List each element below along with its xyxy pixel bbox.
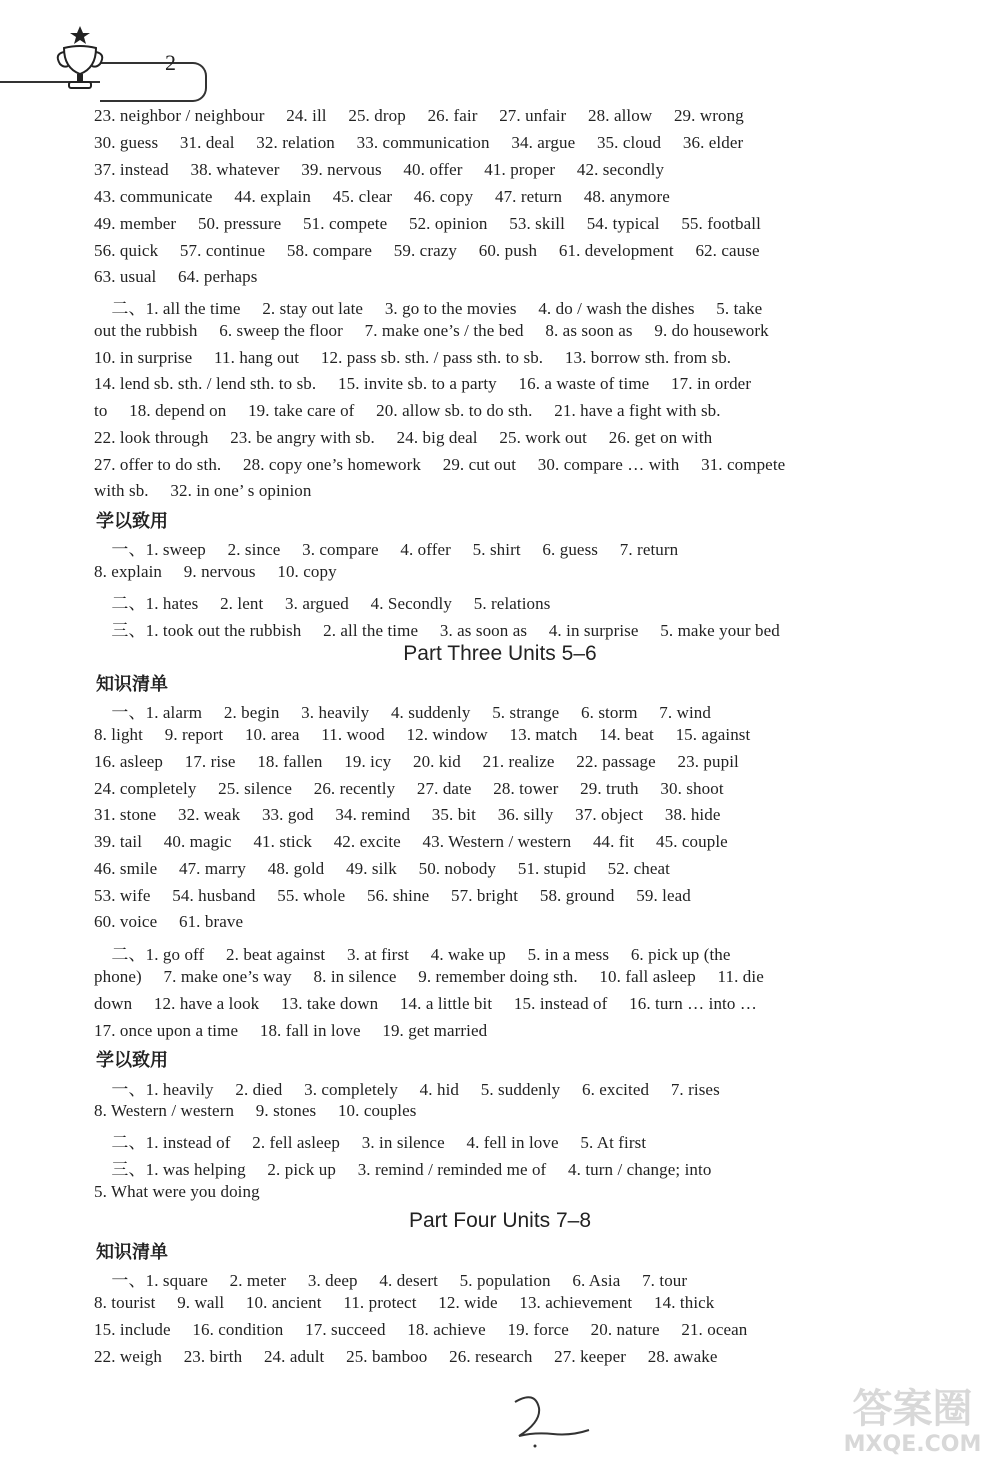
text-line: 10. in surprise 11. hang out 12. pass sb. sth. / pass sth. to sb. 13. borrow sth. from sb.: [94, 348, 732, 367]
text-line: 三、1. was helping 2. pick up 3. remind / reminded me of 4. turn / change; into: [94, 1160, 712, 1179]
section-label-knowledge: 知识清单: [96, 674, 168, 695]
text-line: 27. offer to do sth. 28. copy one’s homework 29. cut out 30. compare … with 31. compete: [94, 455, 786, 474]
handwritten-mark: [505, 1390, 595, 1450]
text-line: 16. asleep 17. rise 18. fallen 19. icy 20. kid 21. realize 22. passage 23. pupil: [94, 752, 739, 771]
page-header: [0, 18, 220, 88]
text-line: 二、1. go off 2. beat against 3. at first 4. wake up 5. in a mess 6. pick up (the: [94, 945, 731, 964]
text-line: 二、1. all the time 2. stay out late 3. go to the movies 4. do / wash the dishes 5. take: [94, 299, 763, 318]
text-line: 二、1. hates 2. lent 3. argued 4. Secondly 5. relations: [94, 594, 551, 613]
text-line: 63. usual 64. perhaps: [94, 267, 258, 286]
text-line: out the rubbish 6. sweep the floor 7. make one’s / the bed 8. as soon as 9. do housework: [94, 321, 769, 340]
page-number: 2: [165, 50, 176, 75]
text-line: 15. include 16. condition 17. succeed 18. achieve 19. force 20. nature 21. ocean: [94, 1320, 748, 1339]
text-line: 8. explain 9. nervous 10. copy: [94, 562, 337, 581]
text-line: to 18. depend on 19. take care of 20. allow sb. to do sth. 21. have a fight with sb.: [94, 401, 721, 420]
text-line: 23. neighbor / neighbour 24. ill 25. drop 26. fair 27. unfair 28. allow 29. wrong: [94, 106, 744, 125]
watermark: [830, 1385, 995, 1465]
text-line: 22. weigh 23. birth 24. adult 25. bamboo 26. research 27. keeper 28. awake: [94, 1347, 718, 1366]
text-line: 5. What were you doing: [94, 1182, 260, 1201]
text-line: 8. tourist 9. wall 10. ancient 11. protect 12. wide 13. achievement 14. thick: [94, 1293, 715, 1312]
watermark-url: MXQE.COM: [843, 1432, 982, 1457]
text-line: 一、1. square 2. meter 3. deep 4. desert 5. population 6. Asia 7. tour: [94, 1271, 688, 1290]
text-line: 一、1. sweep 2. since 3. compare 4. offer 5. shirt 6. guess 7. return: [94, 540, 679, 559]
text-line: 49. member 50. pressure 51. compete 52. opinion 53. skill 54. typical 55. football: [94, 214, 761, 233]
text-line: 56. quick 57. continue 58. compare 59. crazy 60. push 61. development 62. cause: [94, 241, 760, 260]
text-line: with sb. 32. in one’ s opinion: [94, 481, 312, 500]
page-number-tab: [100, 62, 207, 102]
part-title: Part Three Units 5–6: [403, 642, 597, 665]
text-line: 43. communicate 44. explain 45. clear 46. copy 47. return 48. anymore: [94, 187, 670, 206]
text-line: 17. once upon a time 18. fall in love 19. get married: [94, 1021, 488, 1040]
text-line: 30. guess 31. deal 32. relation 33. communication 34. argue 35. cloud 36. elder: [94, 133, 744, 152]
text-line: 三、1. took out the rubbish 2. all the time 3. as soon as 4. in surprise 5. make your bed: [94, 621, 780, 640]
text-line: 24. completely 25. silence 26. recently 27. date 28. tower 29. truth 30. shoot: [94, 779, 724, 798]
text-line: 46. smile 47. marry 48. gold 49. silk 50. nobody 51. stupid 52. cheat: [94, 859, 670, 878]
section-label-apply: 学以致用: [96, 511, 168, 532]
text-line: down 12. have a look 13. take down 14. a little bit 15. instead of 16. turn … into …: [94, 994, 757, 1013]
text-line: phone) 7. make one’s way 8. in silence 9. remember doing sth. 10. fall asleep 11. die: [94, 967, 764, 986]
text-line: 39. tail 40. magic 41. stick 42. excite 43. Western / western 44. fit 45. couple: [94, 832, 728, 851]
section-label-knowledge: 知识清单: [96, 1242, 168, 1263]
text-line: 22. look through 23. be angry with sb. 24. big deal 25. work out 26. get on with: [94, 428, 713, 447]
text-line: 一、1. heavily 2. died 3. completely 4. hid 5. suddenly 6. excited 7. rises: [94, 1080, 720, 1099]
text-line: 8. Western / western 9. stones 10. couples: [94, 1101, 417, 1120]
watermark-logo-text: 答案圈: [852, 1386, 973, 1432]
text-line: 37. instead 38. whatever 39. nervous 40. offer 41. proper 42. secondly: [94, 160, 665, 179]
section-label-apply: 学以致用: [96, 1050, 168, 1071]
part-title: Part Four Units 7–8: [408, 1209, 592, 1232]
text-line: 二、1. instead of 2. fell asleep 3. in silence 4. fell in love 5. At first: [94, 1133, 647, 1152]
text-line: 53. wife 54. husband 55. whole 56. shine 57. bright 58. ground 59. lead: [94, 886, 691, 905]
text-line: 一、1. alarm 2. begin 3. heavily 4. suddenly 5. strange 6. storm 7. wind: [94, 703, 712, 722]
text-line: 8. light 9. report 10. area 11. wood 12. window 13. match 14. beat 15. against: [94, 725, 751, 744]
trophy-icon: [52, 24, 108, 94]
text-line: 31. stone 32. weak 33. god 34. remind 35. bit 36. silly 37. object 38. hide: [94, 805, 721, 824]
text-line: 14. lend sb. sth. / lend sth. to sb. 15. invite sb. to a party 16. a waste of time 17. in order: [94, 374, 752, 393]
text-line: 60. voice 61. brave: [94, 912, 244, 931]
